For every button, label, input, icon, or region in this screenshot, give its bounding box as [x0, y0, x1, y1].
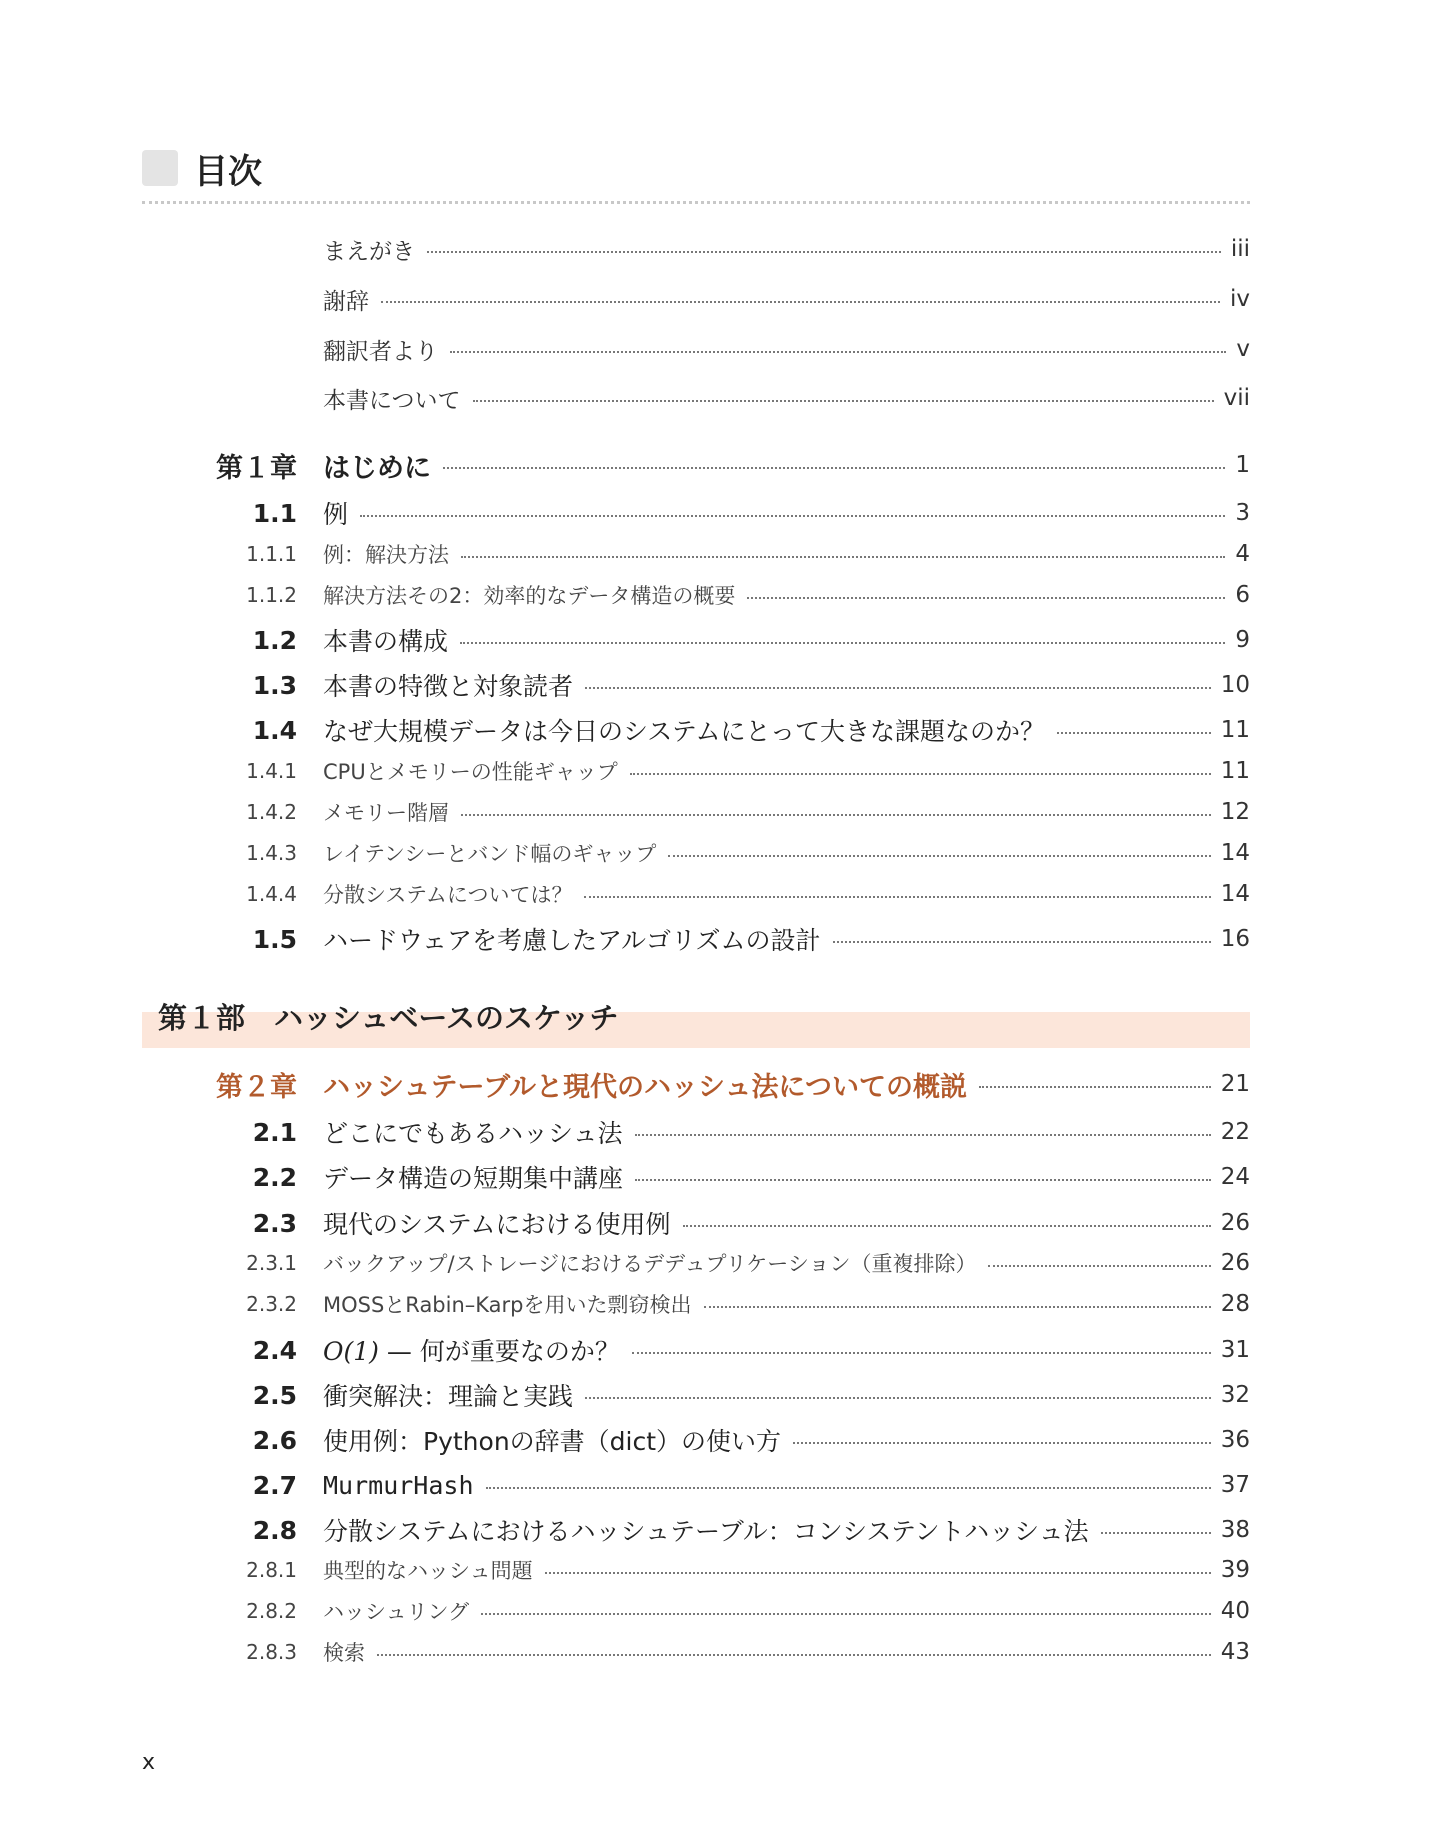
dot-leader [486, 1487, 1211, 1489]
entry-label: まえがき [323, 238, 415, 265]
dot-leader [979, 1086, 1211, 1088]
entry-label: 衝突解決：理論と実践 [323, 1382, 574, 1411]
entry-page: 16 [1220, 926, 1250, 952]
section-number: 1.2 [252, 625, 297, 655]
entry-page: 14 [1220, 881, 1250, 907]
entry-page: 32 [1220, 1382, 1250, 1408]
section-number: 1.5 [252, 924, 297, 954]
entry-page: vii [1223, 385, 1250, 411]
dot-leader [585, 1397, 1211, 1399]
toc-entry-section[interactable] [0, 1510, 1433, 1550]
entry-page: iii [1230, 236, 1250, 262]
dot-leader [360, 515, 1225, 517]
section-number: 2.1 [252, 1117, 297, 1147]
section-number: 2.3 [252, 1208, 297, 1238]
entry-page: 12 [1220, 799, 1250, 825]
chapter-number: 第１章 [216, 452, 297, 484]
toc-entry-section[interactable] [0, 493, 1433, 533]
entry-page: 26 [1220, 1250, 1250, 1276]
subsection-number: 1.4.2 [246, 800, 297, 824]
dot-leader [793, 1442, 1211, 1444]
dot-leader [460, 642, 1225, 644]
toc-entry-chapter[interactable] [0, 1064, 1433, 1104]
subsection-number: 1.1.1 [246, 542, 297, 566]
dot-leader [747, 597, 1225, 599]
entry-page: 39 [1220, 1557, 1250, 1583]
toc-entry-front[interactable] [0, 378, 1433, 418]
entry-label: 検索 [323, 1641, 365, 1665]
toc-entry-subsection[interactable] [0, 534, 1433, 574]
entry-label: 本書の特徴と対象読者 [323, 672, 574, 701]
subsection-number: 2.8.1 [246, 1558, 297, 1582]
section-number: 1.3 [252, 670, 297, 700]
toc-entry-front[interactable] [0, 279, 1433, 319]
entry-label: 例 [323, 500, 349, 529]
entry-page: 11 [1220, 717, 1250, 743]
part-title[interactable]: 第１部 ハッシュベースのスケッチ [158, 1001, 619, 1035]
dot-leader [473, 400, 1214, 402]
entry-label: データ構造の短期集中講座 [323, 1164, 624, 1193]
entry-label: 本書について [323, 387, 461, 414]
dot-leader [635, 1179, 1211, 1181]
entry-page: v [1236, 336, 1250, 362]
toc-entry-section[interactable] [0, 1375, 1433, 1415]
toc-heading [142, 146, 262, 190]
entry-label: 典型的なハッシュ問題 [323, 1559, 533, 1583]
dot-leader [635, 1134, 1211, 1136]
page-title: 目次 [194, 151, 262, 192]
subsection-number: 1.4.4 [246, 882, 297, 906]
dot-leader [461, 814, 1211, 816]
dot-leader [988, 1265, 1210, 1267]
section-number: 1.1 [252, 498, 297, 528]
section-number: 2.7 [252, 1470, 297, 1500]
toc-entry-section[interactable] [0, 1112, 1433, 1152]
dot-leader [704, 1306, 1211, 1308]
entry-label: ハッシュリング [323, 1600, 470, 1624]
toc-entry-front[interactable] [0, 229, 1433, 269]
entry-page: 21 [1220, 1071, 1250, 1097]
section-number: 2.4 [252, 1335, 297, 1365]
dot-leader [1057, 732, 1211, 734]
section-number: 2.5 [252, 1380, 297, 1410]
toc-entry-subsection[interactable] [0, 1243, 1433, 1283]
dot-leader [683, 1225, 1211, 1227]
toc-entry-section[interactable] [0, 710, 1433, 750]
toc-entry-subsection[interactable] [0, 1591, 1433, 1631]
dot-leader [427, 251, 1221, 253]
toc-entry-subsection[interactable] [0, 1284, 1433, 1324]
entry-label: 分散システムについては？ [323, 883, 573, 907]
dot-leader [632, 1352, 1211, 1354]
subsection-number: 2.3.1 [246, 1251, 297, 1275]
page-folio: x [142, 1750, 156, 1775]
toc-entry-section[interactable] [0, 1330, 1433, 1370]
entry-label: 謝辞 [323, 288, 369, 315]
dot-leader [545, 1572, 1211, 1574]
entry-page: 14 [1220, 840, 1250, 866]
entry-page: 40 [1220, 1598, 1250, 1624]
entry-page: 31 [1220, 1337, 1250, 1363]
toc-entry-subsection[interactable] [0, 792, 1433, 832]
entry-page: 24 [1220, 1164, 1250, 1190]
entry-label: メモリー階層 [323, 801, 449, 825]
toc-entry-subsection[interactable] [0, 1632, 1433, 1672]
dot-leader [443, 467, 1225, 469]
chapter-label: ハッシュテーブルと現代のハッシュ法についての概説 [323, 1071, 967, 1103]
dot-leader [381, 301, 1220, 303]
dot-leader [630, 773, 1211, 775]
entry-label: MurmurHash [323, 1470, 474, 1500]
toc-entry-subsection[interactable] [0, 1550, 1433, 1590]
toc-entry-subsection[interactable] [0, 833, 1433, 873]
entry-label: CPUとメモリーの性能ギャップ [323, 760, 618, 784]
entry-label: ハードウェアを考慮したアルゴリズムの設計 [323, 926, 821, 955]
toc-entry-section[interactable] [0, 1157, 1433, 1197]
entry-page: 43 [1220, 1639, 1250, 1665]
entry-label: レイテンシーとバンド幅のギャップ [323, 842, 657, 866]
entry-label: 本書の構成 [323, 627, 449, 656]
chapter-number: 第２章 [216, 1071, 297, 1103]
section-number: 1.4 [252, 715, 297, 745]
subsection-number: 1.1.2 [246, 583, 297, 607]
dot-leader [481, 1613, 1211, 1615]
entry-label: 例：解決方法 [323, 543, 449, 567]
entry-label: なぜ大規模データは今日のシステムにとって大きな課題なのか？ [323, 717, 1046, 746]
entry-label: 解決方法その2：効率的なデータ構造の概要 [323, 584, 736, 608]
dot-leader [584, 896, 1210, 898]
toc-entry-section[interactable] [0, 1420, 1433, 1460]
entry-page: 26 [1220, 1210, 1250, 1236]
toc-entry-chapter[interactable] [0, 445, 1433, 485]
entry-page: 11 [1220, 758, 1250, 784]
entry-page: 1 [1235, 452, 1250, 478]
toc-entry-section[interactable] [0, 1465, 1433, 1505]
subsection-number: 2.8.2 [246, 1599, 297, 1623]
entry-page: 36 [1220, 1427, 1250, 1453]
entry-label: どこにでもあるハッシュ法 [323, 1119, 623, 1148]
entry-page: 3 [1235, 500, 1250, 526]
entry-label: 現代のシステムにおける使用例 [323, 1210, 671, 1239]
entry-page: 10 [1220, 672, 1250, 698]
toc-entry-section[interactable] [0, 665, 1433, 705]
toc-entry-section[interactable] [0, 919, 1433, 959]
entry-page: 28 [1220, 1291, 1250, 1317]
title-divider [142, 201, 1250, 204]
dot-leader [1101, 1532, 1211, 1534]
section-number: 2.6 [252, 1425, 297, 1455]
entry-page: 38 [1220, 1517, 1250, 1543]
dot-leader [450, 351, 1226, 353]
section-number: 2.8 [252, 1515, 297, 1545]
subsection-number: 1.4.3 [246, 841, 297, 865]
entry-page: 4 [1235, 541, 1250, 567]
entry-page: 37 [1220, 1472, 1250, 1498]
entry-page: 22 [1220, 1119, 1250, 1145]
entry-label: バックアップ/ストレージにおけるデデュプリケーション（重複排除） [323, 1252, 977, 1276]
entry-page: 6 [1235, 582, 1250, 608]
entry-label: 使用例：Pythonの辞書（dict）の使い方 [323, 1427, 782, 1456]
toc-entry-subsection[interactable] [0, 575, 1433, 615]
entry-label: 分散システムにおけるハッシュテーブル：コンシステントハッシュ法 [323, 1517, 1089, 1546]
toc-entry-front[interactable] [0, 329, 1433, 369]
dot-leader [585, 687, 1211, 689]
toc-entry-subsection[interactable] [0, 874, 1433, 914]
entry-label: — 何が重要なのか？ [378, 1337, 620, 1366]
subsection-number: 1.4.1 [246, 759, 297, 783]
section-number: 2.2 [252, 1162, 297, 1192]
math-big-o: O(1) [323, 1337, 379, 1366]
dot-leader [668, 855, 1210, 857]
entry-page: 9 [1235, 627, 1250, 653]
subsection-number: 2.8.3 [246, 1640, 297, 1664]
heading-square-icon [142, 150, 178, 186]
dot-leader [377, 1654, 1211, 1656]
toc-entry-section[interactable] [0, 1203, 1433, 1243]
subsection-number: 2.3.2 [246, 1292, 297, 1316]
entry-page: iv [1229, 286, 1250, 312]
dot-leader [833, 941, 1211, 943]
entry-label: 翻訳者より [323, 338, 438, 365]
toc-entry-subsection[interactable] [0, 751, 1433, 791]
toc-entry-section[interactable] [0, 620, 1433, 660]
chapter-label: はじめに [323, 452, 431, 484]
dot-leader [461, 556, 1225, 558]
entry-label: MOSSとRabin–Karpを用いた剽窃検出 [323, 1293, 692, 1317]
